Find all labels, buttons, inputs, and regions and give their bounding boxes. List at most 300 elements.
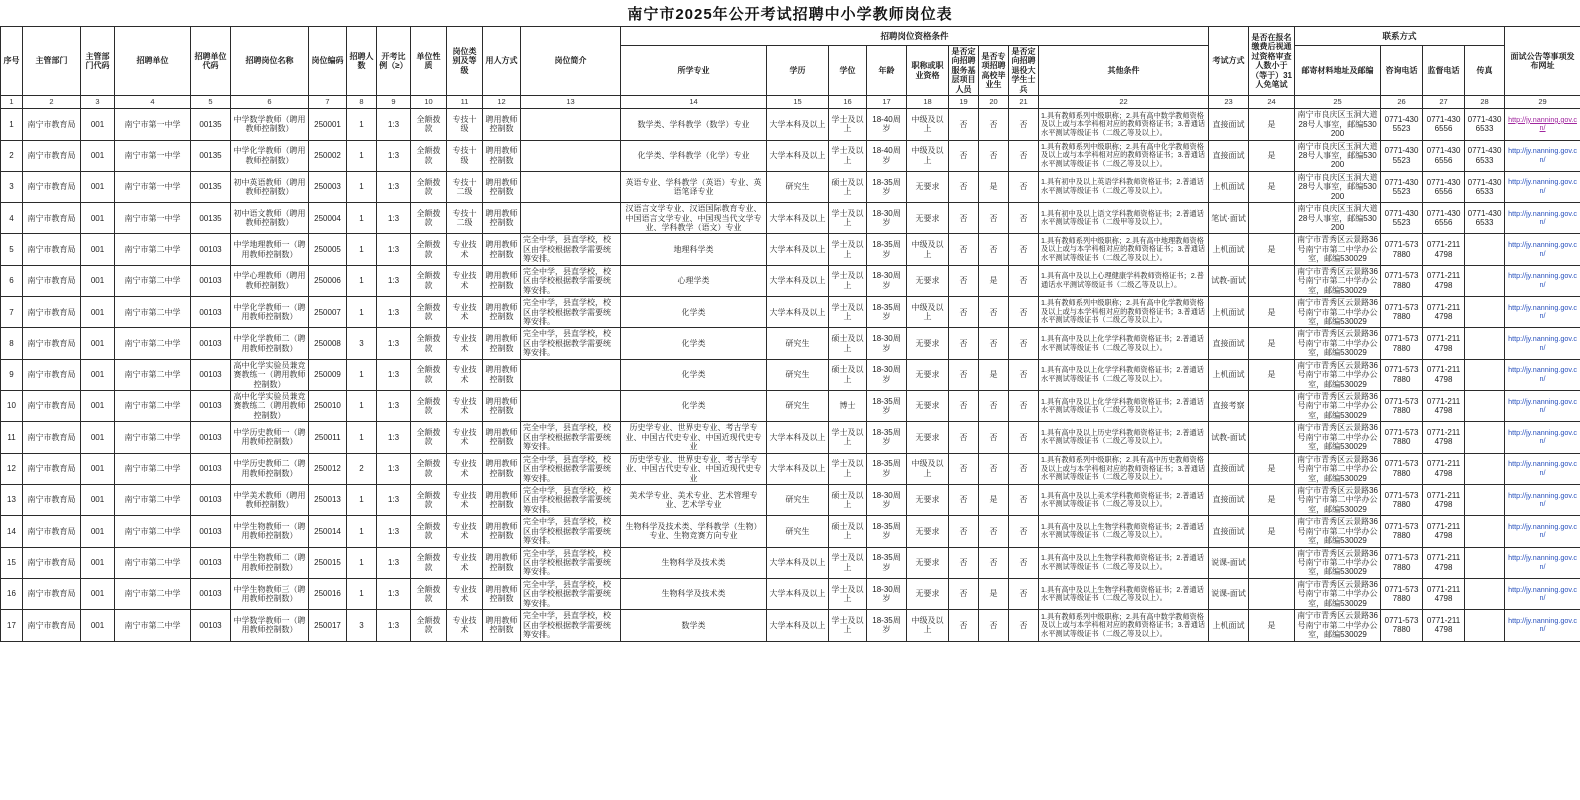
announcement-site-link[interactable]: http://jy.nanning.gov.cn/ xyxy=(1508,177,1577,195)
cell-fax xyxy=(1465,484,1505,515)
group-header: 联系方式 xyxy=(1295,27,1505,46)
cell-open-ratio: 1:3 xyxy=(377,140,411,171)
cell-employer-code: 00135 xyxy=(191,109,231,140)
cell-mail-address: 南宁市青秀区云景路36号南宁市第二中学办公室，邮编530029 xyxy=(1295,484,1381,515)
cell-consult-phone: 0771-5737880 xyxy=(1381,391,1423,422)
cell-open-ratio: 1:3 xyxy=(377,234,411,265)
cell-major: 美术学专业、美术专业、艺术管理专业、艺术学专业 xyxy=(621,484,767,515)
table-row xyxy=(1,171,1580,202)
cell-department: 南宁市教育局 xyxy=(23,484,81,515)
announcement-site-link[interactable]: http://jy.nanning.gov.cn/ xyxy=(1508,427,1577,446)
cell-consult-phone: 0771-5737880 xyxy=(1381,610,1423,641)
cell-age: 18-40周岁 xyxy=(867,109,907,140)
cell-post-desc: 完全中学，县直学校，校区由学校根据教学需要统筹安排。 xyxy=(521,578,621,609)
cell-headcount: 1 xyxy=(347,203,377,234)
cell-age: 18-35周岁 xyxy=(867,297,907,328)
cell-education: 大学本科及以上 xyxy=(767,547,829,578)
cell-employer: 南宁市第二中学 xyxy=(115,516,191,547)
cell-mail-address: 南宁市青秀区云景路36号南宁市第二中学办公室，邮编530029 xyxy=(1295,359,1381,390)
cell-employer-code: 00103 xyxy=(191,422,231,453)
cell-exam-method: 直接考察 xyxy=(1209,391,1249,422)
cell-announcement-site xyxy=(1505,359,1580,390)
cell-post-grade: 专业技术 xyxy=(447,484,483,515)
cell-major: 历史学专业、世界史专业、考古学专业、中国古代史专业、中国近现代史专业 xyxy=(621,422,767,453)
cell-major: 数学类、学科教学（数学）专业 xyxy=(621,109,767,140)
announcement-site-link[interactable]: http://jy.nanning.gov.cn/ xyxy=(1508,521,1577,540)
cell-consult-phone: 0771-5737880 xyxy=(1381,484,1423,515)
cell-fax xyxy=(1465,391,1505,422)
col-number: 2 xyxy=(23,96,81,109)
table-row xyxy=(1,109,1580,140)
cell-department: 南宁市教育局 xyxy=(23,109,81,140)
cell-open-ratio: 1:3 xyxy=(377,297,411,328)
cell-employer-code: 00103 xyxy=(191,516,231,547)
cell-employment-mode: 聘用教师控制数 xyxy=(483,422,521,453)
cell-special-graduate: 否 xyxy=(979,297,1009,328)
cell-supervise-phone: 0771-4306556 xyxy=(1423,171,1465,202)
cell-post-desc: 完全中学，县直学校，校区由学校根据教学需要统筹安排。 xyxy=(521,297,621,328)
col-header-exam-method: 考试方式 xyxy=(1209,27,1249,96)
col-header-employment-mode: 用人方式 xyxy=(483,27,521,96)
table-row xyxy=(1,297,1580,328)
col-header-major: 所学专业 xyxy=(621,46,767,96)
cell-other-conditions: 1.具有高中及以上历史学科教师资格证书；2.普通话水平测试等级证书（二级乙等及以上）。 xyxy=(1039,422,1209,453)
cell-post-code: 250002 xyxy=(309,140,347,171)
announcement-site-link[interactable]: http://jy.nanning.gov.cn/ xyxy=(1508,553,1577,571)
cell-employer: 南宁市第二中学 xyxy=(115,422,191,453)
cell-employer-code: 00103 xyxy=(191,391,231,422)
cell-post-code: 250003 xyxy=(309,171,347,202)
cell-post-desc xyxy=(521,140,621,171)
cell-title-requirement: 无要求 xyxy=(907,203,949,234)
cell-employer: 南宁市第一中学 xyxy=(115,140,191,171)
cell-unit-type: 全额拨款 xyxy=(411,610,447,641)
cell-index: 16 xyxy=(1,578,23,609)
cell-employer: 南宁市第二中学 xyxy=(115,234,191,265)
cell-employment-mode: 聘用教师控制数 xyxy=(483,547,521,578)
cell-age: 18-35周岁 xyxy=(867,171,907,202)
cell-department: 南宁市教育局 xyxy=(23,265,81,296)
col-number: 5 xyxy=(191,96,231,109)
cell-title-requirement: 无要求 xyxy=(907,171,949,202)
cell-post-code: 250013 xyxy=(309,484,347,515)
cell-exam-method: 上机面试 xyxy=(1209,234,1249,265)
cell-unit-type: 全额拨款 xyxy=(411,422,447,453)
cell-major: 地理科学类 xyxy=(621,234,767,265)
cell-open-ratio: 1:3 xyxy=(377,391,411,422)
cell-post-code: 250006 xyxy=(309,265,347,296)
cell-age: 18-35周岁 xyxy=(867,610,907,641)
cell-written-exam-waiver xyxy=(1249,203,1295,234)
cell-post-grade: 专技十级 xyxy=(447,140,483,171)
table-row xyxy=(1,265,1580,296)
cell-mail-address: 南宁市青秀区云景路36号南宁市第二中学办公室，邮编530029 xyxy=(1295,328,1381,359)
announcement-site-link[interactable]: http://jy.nanning.gov.cn/ xyxy=(1508,584,1577,603)
cell-consult-phone: 0771-5737880 xyxy=(1381,297,1423,328)
col-number: 3 xyxy=(81,96,115,109)
cell-grassroots-targeted: 否 xyxy=(949,328,979,359)
cell-employer: 南宁市第一中学 xyxy=(115,203,191,234)
cell-employment-mode: 聘用教师控制数 xyxy=(483,171,521,202)
cell-exam-method: 直接面试 xyxy=(1209,516,1249,547)
cell-mail-address: 南宁市青秀区云景路36号南宁市第二中学办公室，邮编530029 xyxy=(1295,234,1381,265)
announcement-site-link[interactable]: http://jy.nanning.gov.cn/ xyxy=(1508,334,1577,352)
cell-special-graduate: 否 xyxy=(979,140,1009,171)
cell-employment-mode: 聘用教师控制数 xyxy=(483,484,521,515)
cell-department: 南宁市教育局 xyxy=(23,328,81,359)
cell-headcount: 1 xyxy=(347,297,377,328)
cell-supervise-phone: 0771-2114798 xyxy=(1423,265,1465,296)
cell-other-conditions: 1.具有教师系列中级职称；2.具有高中数学教师资格及以上或与本学科相对应的教师资格证书；3.普通话水平测试等级证书（二级乙等及以上）。 xyxy=(1039,109,1209,140)
cell-exam-method: 试教-面试 xyxy=(1209,265,1249,296)
announcement-site-link[interactable]: http://jy.nanning.gov.cn/ xyxy=(1508,490,1577,509)
cell-exam-method: 直接面试 xyxy=(1209,484,1249,515)
cell-announcement-site xyxy=(1505,578,1580,609)
group-header: 招聘岗位资格条件 xyxy=(621,27,1209,46)
cell-mail-address: 南宁市青秀区云景路36号南宁市第二中学办公室，邮编530029 xyxy=(1295,610,1381,641)
cell-employer: 南宁市第二中学 xyxy=(115,391,191,422)
cell-post-name: 中学美术教师（聘用教师控制数） xyxy=(231,484,309,515)
col-header-unit-type: 单位性质 xyxy=(411,27,447,96)
cell-fax xyxy=(1465,359,1505,390)
announcement-site-link[interactable]: http://jy.nanning.gov.cn/ xyxy=(1508,302,1577,321)
cell-post-grade: 专业技术 xyxy=(447,578,483,609)
cell-employment-mode: 聘用教师控制数 xyxy=(483,453,521,484)
cell-special-graduate: 是 xyxy=(979,578,1009,609)
announcement-site-link[interactable]: http://jy.nanning.gov.cn/ xyxy=(1508,459,1577,477)
table-row xyxy=(1,203,1580,234)
cell-announcement-site xyxy=(1505,610,1580,641)
cell-employer-code: 00103 xyxy=(191,578,231,609)
cell-fax: 0771-4306533 xyxy=(1465,203,1505,234)
cell-headcount: 1 xyxy=(347,516,377,547)
col-number: 4 xyxy=(115,96,191,109)
cell-employment-mode: 聘用教师控制数 xyxy=(483,359,521,390)
announcement-site-link[interactable]: http://jy.nanning.gov.cn/ xyxy=(1508,615,1577,634)
cell-degree: 学士及以上 xyxy=(829,265,867,296)
col-header-post-code: 岗位编码 xyxy=(309,27,347,96)
cell-index: 12 xyxy=(1,453,23,484)
cell-announcement-site xyxy=(1505,391,1580,422)
cell-post-grade: 专业技术 xyxy=(447,265,483,296)
cell-employment-mode: 聘用教师控制数 xyxy=(483,297,521,328)
cell-department-code: 001 xyxy=(81,109,115,140)
cell-other-conditions: 1.具有高中及以上化学学科教师资格证书；2.普通话水平测试等级证书（二级乙等及以上）。 xyxy=(1039,359,1209,390)
cell-age: 18-35周岁 xyxy=(867,391,907,422)
cell-consult-phone: 0771-4305523 xyxy=(1381,109,1423,140)
col-header-post-grade: 岗位类别及等级 xyxy=(447,27,483,96)
col-number: 16 xyxy=(829,96,867,109)
cell-headcount: 1 xyxy=(347,265,377,296)
cell-post-name: 初中语文教师（聘用教师控制数） xyxy=(231,203,309,234)
cell-employment-mode: 聘用教师控制数 xyxy=(483,516,521,547)
cell-employer-code: 00103 xyxy=(191,234,231,265)
cell-unit-type: 全额拨款 xyxy=(411,234,447,265)
cell-department: 南宁市教育局 xyxy=(23,610,81,641)
cell-post-code: 250015 xyxy=(309,547,347,578)
cell-written-exam-waiver: 是 xyxy=(1249,328,1295,359)
cell-written-exam-waiver: 是 xyxy=(1249,109,1295,140)
col-number: 8 xyxy=(347,96,377,109)
cell-post-code: 250012 xyxy=(309,453,347,484)
cell-grassroots-targeted: 否 xyxy=(949,547,979,578)
cell-post-desc xyxy=(521,359,621,390)
cell-title-requirement: 无要求 xyxy=(907,265,949,296)
cell-major: 生物科学及技术类、学科教学（生物）专业、生物竞赛方向专业 xyxy=(621,516,767,547)
cell-fax xyxy=(1465,265,1505,296)
cell-consult-phone: 0771-5737880 xyxy=(1381,359,1423,390)
cell-title-requirement: 无要求 xyxy=(907,547,949,578)
cell-written-exam-waiver: 是 xyxy=(1249,359,1295,390)
cell-post-desc: 完全中学，县直学校，校区由学校根据教学需要统筹安排。 xyxy=(521,265,621,296)
cell-post-name: 中学地理教师一（聘用教师控制数） xyxy=(231,234,309,265)
cell-post-code: 250004 xyxy=(309,203,347,234)
cell-major: 历史学专业、世界史专业、考古学专业、中国古代史专业、中国近现代史专业 xyxy=(621,453,767,484)
cell-exam-method: 说课-面试 xyxy=(1209,547,1249,578)
cell-unit-type: 全额拨款 xyxy=(411,578,447,609)
cell-major: 心理学类 xyxy=(621,265,767,296)
cell-age: 18-35周岁 xyxy=(867,453,907,484)
cell-written-exam-waiver: 是 xyxy=(1249,171,1295,202)
cell-age: 18-30周岁 xyxy=(867,484,907,515)
cell-degree: 博士 xyxy=(829,391,867,422)
cell-age: 18-30周岁 xyxy=(867,578,907,609)
col-header-employer: 招聘单位 xyxy=(115,27,191,96)
cell-supervise-phone: 0771-2114798 xyxy=(1423,547,1465,578)
cell-open-ratio: 1:3 xyxy=(377,516,411,547)
announcement-site-link[interactable]: http://jy.nanning.gov.cn/ xyxy=(1508,146,1577,164)
cell-mail-address: 南宁市良庆区玉洞大道28号人事室，邮编530200 xyxy=(1295,109,1381,140)
col-number: 9 xyxy=(377,96,411,109)
cell-employer: 南宁市第二中学 xyxy=(115,610,191,641)
cell-employer-code: 00135 xyxy=(191,203,231,234)
cell-supervise-phone: 0771-2114798 xyxy=(1423,516,1465,547)
col-header-age: 年龄 xyxy=(867,46,907,96)
cell-title-requirement: 中级及以上 xyxy=(907,109,949,140)
cell-supervise-phone: 0771-4306556 xyxy=(1423,203,1465,234)
cell-grassroots-targeted: 否 xyxy=(949,265,979,296)
cell-post-code: 250017 xyxy=(309,610,347,641)
cell-other-conditions: 1.具有高中及以上美术学科教师资格证书；2.普通话水平测试等级证书（二级乙等及以上）。 xyxy=(1039,484,1209,515)
cell-exam-method: 直接面试 xyxy=(1209,328,1249,359)
cell-education: 大学本科及以上 xyxy=(767,203,829,234)
cell-title-requirement: 无要求 xyxy=(907,328,949,359)
cell-degree: 学士及以上 xyxy=(829,234,867,265)
cell-department-code: 001 xyxy=(81,265,115,296)
cell-post-desc: 完全中学，县直学校，校区由学校根据教学需要统筹安排。 xyxy=(521,422,621,453)
cell-department: 南宁市教育局 xyxy=(23,297,81,328)
cell-mail-address: 南宁市良庆区玉洞大道28号人事室，邮编530200 xyxy=(1295,203,1381,234)
cell-education: 大学本科及以上 xyxy=(767,422,829,453)
cell-post-desc xyxy=(521,391,621,422)
col-header-written-exam-waiver: 是否在报名缴费后视通过资格审查人数小于（等于）31人免笔试 xyxy=(1249,27,1295,96)
cell-supervise-phone: 0771-4306556 xyxy=(1423,140,1465,171)
cell-post-desc xyxy=(521,109,621,140)
cell-education: 大学本科及以上 xyxy=(767,265,829,296)
cell-supervise-phone: 0771-2114798 xyxy=(1423,328,1465,359)
cell-open-ratio: 1:3 xyxy=(377,328,411,359)
col-header-department: 主管部门 xyxy=(23,27,81,96)
col-number: 23 xyxy=(1209,96,1249,109)
col-header-open-ratio: 开考比例（≥） xyxy=(377,27,411,96)
cell-post-grade: 专业技术 xyxy=(447,547,483,578)
cell-special-graduate: 是 xyxy=(979,171,1009,202)
cell-headcount: 1 xyxy=(347,547,377,578)
table-row xyxy=(1,610,1580,641)
cell-consult-phone: 0771-5737880 xyxy=(1381,578,1423,609)
cell-employer: 南宁市第二中学 xyxy=(115,265,191,296)
cell-index: 17 xyxy=(1,610,23,641)
cell-announcement-site xyxy=(1505,516,1580,547)
cell-other-conditions: 1.具有高中及以上生物学科教师资格证书；2.普通话水平测试等级证书（二级乙等及以上）。 xyxy=(1039,547,1209,578)
cell-supervise-phone: 0771-2114798 xyxy=(1423,234,1465,265)
cell-employer-code: 00103 xyxy=(191,265,231,296)
col-number: 10 xyxy=(411,96,447,109)
cell-index: 9 xyxy=(1,359,23,390)
col-header-consult-phone: 咨询电话 xyxy=(1381,46,1423,96)
cell-headcount: 1 xyxy=(347,578,377,609)
cell-employer: 南宁市第二中学 xyxy=(115,297,191,328)
cell-employment-mode: 聘用教师控制数 xyxy=(483,578,521,609)
cell-post-grade: 专技十级 xyxy=(447,109,483,140)
cell-department: 南宁市教育局 xyxy=(23,422,81,453)
cell-written-exam-waiver: 是 xyxy=(1249,516,1295,547)
cell-special-graduate: 否 xyxy=(979,203,1009,234)
cell-fax xyxy=(1465,453,1505,484)
cell-unit-type: 全额拨款 xyxy=(411,265,447,296)
announcement-site-link[interactable]: http://jy.nanning.gov.cn/ xyxy=(1508,114,1577,133)
cell-special-graduate: 否 xyxy=(979,109,1009,140)
col-number: 18 xyxy=(907,96,949,109)
cell-other-conditions: 1.具有初中及以上英语学科教师资格证书；2.普通话水平测试等级证书（二级乙等及以上）。 xyxy=(1039,171,1209,202)
cell-other-conditions: 1.具有教师系列中级职称；2.具有高中历史教师资格及以上或与本学科相对应的教师资格证书；3.普通话水平测试等级证书（二级乙等及以上）。 xyxy=(1039,453,1209,484)
cell-special-graduate: 否 xyxy=(979,547,1009,578)
announcement-site-link[interactable]: http://jy.nanning.gov.cn/ xyxy=(1508,240,1577,258)
cell-age: 18-30周岁 xyxy=(867,203,907,234)
cell-mail-address: 南宁市青秀区云景路36号南宁市第二中学办公室，邮编530029 xyxy=(1295,547,1381,578)
cell-education: 研究生 xyxy=(767,484,829,515)
cell-written-exam-waiver: 是 xyxy=(1249,484,1295,515)
cell-fax: 0771-4306533 xyxy=(1465,140,1505,171)
col-number: 27 xyxy=(1423,96,1465,109)
cell-title-requirement: 无要求 xyxy=(907,391,949,422)
cell-post-name: 中学生物教师二（聘用教师控制数） xyxy=(231,547,309,578)
cell-open-ratio: 1:3 xyxy=(377,109,411,140)
announcement-site-link[interactable]: http://jy.nanning.gov.cn/ xyxy=(1508,396,1577,415)
cell-fax xyxy=(1465,547,1505,578)
announcement-site-link[interactable]: http://jy.nanning.gov.cn/ xyxy=(1508,208,1577,227)
cell-other-conditions: 1.具有高中及以上化学学科教师资格证书；2.普通话水平测试等级证书（二级乙等及以上）。 xyxy=(1039,328,1209,359)
cell-major: 汉语言文学专业、汉语国际教育专业、中国语言文学专业、中国现当代文学专业、学科教学（语文）专业 xyxy=(621,203,767,234)
cell-supervise-phone: 0771-4306556 xyxy=(1423,109,1465,140)
cell-headcount: 1 xyxy=(347,484,377,515)
cell-special-graduate: 否 xyxy=(979,516,1009,547)
cell-post-code: 250016 xyxy=(309,578,347,609)
cell-grassroots-targeted: 否 xyxy=(949,171,979,202)
cell-veteran-targeted: 否 xyxy=(1009,578,1039,609)
col-number: 12 xyxy=(483,96,521,109)
cell-consult-phone: 0771-5737880 xyxy=(1381,453,1423,484)
cell-other-conditions: 1.具有高中及以上生物学科教师资格证书；2.普通话水平测试等级证书（二级乙等及以上）。 xyxy=(1039,578,1209,609)
cell-index: 6 xyxy=(1,265,23,296)
cell-grassroots-targeted: 否 xyxy=(949,484,979,515)
cell-exam-method: 笔试·面试 xyxy=(1209,203,1249,234)
col-header-grassroots-targeted: 是否定向招聘服务基层项目人员 xyxy=(949,46,979,96)
announcement-site-link[interactable]: http://jy.nanning.gov.cn/ xyxy=(1508,365,1577,383)
cell-department-code: 001 xyxy=(81,328,115,359)
cell-major: 化学类 xyxy=(621,359,767,390)
cell-degree: 学士及以上 xyxy=(829,297,867,328)
cell-age: 18-30周岁 xyxy=(867,265,907,296)
cell-employer-code: 00135 xyxy=(191,171,231,202)
cell-announcement-site xyxy=(1505,297,1580,328)
table-row xyxy=(1,484,1580,515)
cell-education: 研究生 xyxy=(767,391,829,422)
table-row xyxy=(1,422,1580,453)
cell-degree: 硕士及以上 xyxy=(829,171,867,202)
cell-degree: 学士及以上 xyxy=(829,140,867,171)
cell-age: 18-35周岁 xyxy=(867,234,907,265)
cell-mail-address: 南宁市青秀区云景路36号南宁市第二中学办公室，邮编530029 xyxy=(1295,265,1381,296)
table-row xyxy=(1,391,1580,422)
cell-post-name: 高中化学实验员兼竞赛教练二（聘用教师控制数） xyxy=(231,391,309,422)
cell-department: 南宁市教育局 xyxy=(23,359,81,390)
cell-post-name: 中学数学教师（聘用教师控制数） xyxy=(231,109,309,140)
cell-unit-type: 全额拨款 xyxy=(411,547,447,578)
cell-post-name: 中学化学教师（聘用教师控制数） xyxy=(231,140,309,171)
cell-supervise-phone: 0771-2114798 xyxy=(1423,453,1465,484)
cell-post-name: 中学历史教师二（聘用教师控制数） xyxy=(231,453,309,484)
cell-major: 生物科学及技术类 xyxy=(621,578,767,609)
cell-age: 18-35周岁 xyxy=(867,422,907,453)
cell-age: 18-30周岁 xyxy=(867,328,907,359)
cell-unit-type: 全额拨款 xyxy=(411,171,447,202)
cell-mail-address: 南宁市青秀区云景路36号南宁市第二中学办公室，邮编530029 xyxy=(1295,578,1381,609)
cell-unit-type: 全额拨款 xyxy=(411,484,447,515)
announcement-site-link[interactable]: http://jy.nanning.gov.cn/ xyxy=(1508,271,1577,289)
cell-department-code: 001 xyxy=(81,422,115,453)
cell-exam-method: 直接面试 xyxy=(1209,453,1249,484)
col-number: 14 xyxy=(621,96,767,109)
cell-title-requirement: 无要求 xyxy=(907,578,949,609)
cell-fax xyxy=(1465,328,1505,359)
cell-consult-phone: 0771-5737880 xyxy=(1381,328,1423,359)
cell-grassroots-targeted: 否 xyxy=(949,453,979,484)
cell-open-ratio: 1:3 xyxy=(377,610,411,641)
cell-grassroots-targeted: 否 xyxy=(949,359,979,390)
cell-post-desc: 完全中学，县直学校，校区由学校根据教学需要统筹安排。 xyxy=(521,453,621,484)
cell-unit-type: 全额拨款 xyxy=(411,140,447,171)
table-row xyxy=(1,547,1580,578)
cell-veteran-targeted: 否 xyxy=(1009,234,1039,265)
cell-title-requirement: 无要求 xyxy=(907,422,949,453)
cell-mail-address: 南宁市良庆区玉洞大道28号人事室，邮编530200 xyxy=(1295,171,1381,202)
cell-index: 8 xyxy=(1,328,23,359)
cell-department-code: 001 xyxy=(81,359,115,390)
cell-open-ratio: 1:3 xyxy=(377,422,411,453)
cell-post-name: 中学生物教师三（聘用教师控制数） xyxy=(231,578,309,609)
cell-announcement-site xyxy=(1505,328,1580,359)
cell-unit-type: 全额拨款 xyxy=(411,453,447,484)
cell-employer: 南宁市第一中学 xyxy=(115,109,191,140)
cell-degree: 硕士及以上 xyxy=(829,328,867,359)
cell-education: 大学本科及以上 xyxy=(767,610,829,641)
cell-post-grade: 专技十二级 xyxy=(447,171,483,202)
cell-announcement-site xyxy=(1505,265,1580,296)
cell-fax xyxy=(1465,422,1505,453)
cell-post-grade: 专业技术 xyxy=(447,297,483,328)
cell-post-desc xyxy=(521,203,621,234)
